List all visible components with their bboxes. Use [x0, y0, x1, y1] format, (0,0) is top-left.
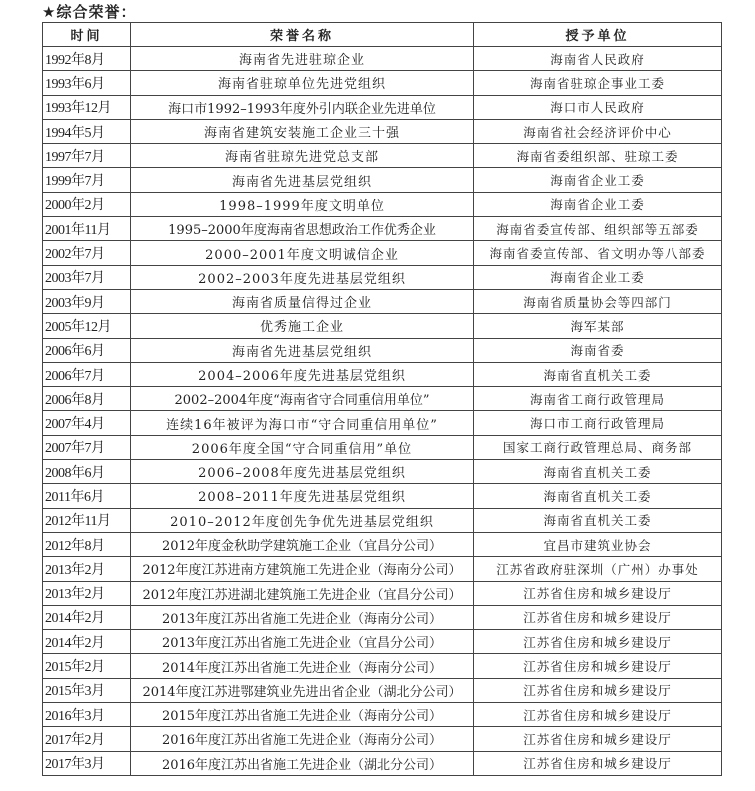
cell-honor: 2014年度江苏进鄂建筑业先进出省企业（湖北分公司）	[131, 678, 474, 702]
cell-date: 2002年7月	[43, 241, 131, 265]
cell-honor: 海南省质量信得过企业	[131, 289, 474, 313]
cell-honor: 2016年度江苏出省施工先进企业（海南分公司）	[131, 727, 474, 751]
table-row	[43, 678, 722, 702]
cell-date: 1997年7月	[43, 144, 131, 168]
cell-date: 1999年7月	[43, 168, 131, 192]
header-row	[43, 23, 722, 47]
table-row	[43, 411, 722, 435]
cell-org: 海南省委宣传部、组织部等五部委	[474, 217, 722, 241]
cell-org: 江苏省住房和城乡建设厅	[474, 605, 722, 629]
cell-date: 2003年9月	[43, 289, 131, 313]
table-row	[43, 338, 722, 362]
cell-org: 海南省直机关工委	[474, 508, 722, 532]
cell-date: 1992年8月	[43, 47, 131, 71]
cell-honor: 海南省驻琼单位先进党组织	[131, 71, 474, 95]
cell-org: 海南省工商行政管理局	[474, 387, 722, 411]
cell-honor: 2016年度江苏出省施工先进企业（湖北分公司）	[131, 751, 474, 775]
cell-honor: 2002–2004年度“海南省守合同重信用单位”	[131, 387, 474, 411]
cell-date: 2006年6月	[43, 338, 131, 362]
table-row	[43, 435, 722, 459]
table-row	[43, 508, 722, 532]
cell-org: 海南省企业工委	[474, 265, 722, 289]
cell-org: 国家工商行政管理总局、商务部	[474, 435, 722, 459]
cell-date: 2011年6月	[43, 484, 131, 508]
cell-honor: 2004–2006年度先进基层党组织	[131, 362, 474, 386]
cell-date: 2014年2月	[43, 605, 131, 629]
cell-honor: 海南省先进驻琼企业	[131, 47, 474, 71]
cell-date: 1994年5月	[43, 119, 131, 143]
cell-org: 海口市工商行政管理局	[474, 411, 722, 435]
cell-honor: 2014年度江苏出省施工先进企业（海南分公司）	[131, 654, 474, 678]
table-row	[43, 484, 722, 508]
cell-date: 2012年8月	[43, 532, 131, 556]
table-row	[43, 557, 722, 581]
table-row	[43, 192, 722, 216]
table-row	[43, 217, 722, 241]
cell-org: 江苏省住房和城乡建设厅	[474, 581, 722, 605]
table-row	[43, 314, 722, 338]
table-row	[43, 727, 722, 751]
cell-date: 2014年2月	[43, 630, 131, 654]
cell-date: 2000年2月	[43, 192, 131, 216]
cell-org: 海南省委	[474, 338, 722, 362]
cell-date: 2017年2月	[43, 727, 131, 751]
honors-table	[42, 22, 722, 776]
cell-honor: 海南省驻琼先进党总支部	[131, 144, 474, 168]
cell-date: 2003年7月	[43, 265, 131, 289]
cell-org: 海南省社会经济评价中心	[474, 119, 722, 143]
table-row	[43, 605, 722, 629]
cell-honor: 2006–2008年度先进基层党组织	[131, 460, 474, 484]
cell-org: 海南省企业工委	[474, 192, 722, 216]
cell-date: 2015年2月	[43, 654, 131, 678]
table-row	[43, 119, 722, 143]
cell-org: 海南省直机关工委	[474, 484, 722, 508]
cell-honor: 海南省先进基层党组织	[131, 168, 474, 192]
cell-org: 海南省直机关工委	[474, 362, 722, 386]
table-row	[43, 289, 722, 313]
table-row	[43, 751, 722, 775]
cell-org: 宜昌市建筑业协会	[474, 532, 722, 556]
cell-date: 2013年2月	[43, 557, 131, 581]
cell-honor: 海口市1992–1993年度外引内联企业先进单位	[131, 95, 474, 119]
cell-org: 江苏省住房和城乡建设厅	[474, 678, 722, 702]
table-row	[43, 241, 722, 265]
cell-honor: 连续16年被评为海口市“守合同重信用单位”	[131, 411, 474, 435]
table-row	[43, 703, 722, 727]
table-row	[43, 387, 722, 411]
cell-org: 海南省委宣传部、省文明办等八部委	[474, 241, 722, 265]
cell-date: 2012年11月	[43, 508, 131, 532]
cell-org: 海南省人民政府	[474, 47, 722, 71]
cell-date: 2006年7月	[43, 362, 131, 386]
cell-org: 江苏省住房和城乡建设厅	[474, 727, 722, 751]
cell-honor: 2008–2011年度先进基层党组织	[131, 484, 474, 508]
header-date: 时间	[43, 23, 131, 47]
cell-org: 海南省委组织部、驻琼工委	[474, 144, 722, 168]
cell-honor: 2013年度江苏出省施工先进企业（海南分公司）	[131, 605, 474, 629]
cell-date: 2006年8月	[43, 387, 131, 411]
header-org: 授予单位	[474, 23, 722, 47]
cell-honor: 1995–2000年度海南省思想政治工作优秀企业	[131, 217, 474, 241]
cell-date: 2013年2月	[43, 581, 131, 605]
cell-honor: 2012年度江苏进湖北建筑施工先进企业（宜昌分公司）	[131, 581, 474, 605]
cell-honor: 2002–2003年度先进基层党组织	[131, 265, 474, 289]
table-row	[43, 581, 722, 605]
cell-org: 海南省驻琼企事业工委	[474, 71, 722, 95]
header-honor: 荣誉名称	[131, 23, 474, 47]
cell-date: 2007年4月	[43, 411, 131, 435]
cell-honor: 2015年度江苏出省施工先进企业（海南分公司）	[131, 703, 474, 727]
table-row	[43, 47, 722, 71]
cell-date: 2008年6月	[43, 460, 131, 484]
cell-honor: 2012年度江苏进南方建筑施工先进企业（海南分公司）	[131, 557, 474, 581]
table-row	[43, 630, 722, 654]
table-row	[43, 532, 722, 556]
cell-date: 2017年3月	[43, 751, 131, 775]
cell-org: 海军某部	[474, 314, 722, 338]
table-row	[43, 95, 722, 119]
cell-honor: 海南省建筑安装施工企业三十强	[131, 119, 474, 143]
cell-org: 江苏省住房和城乡建设厅	[474, 703, 722, 727]
table-row	[43, 168, 722, 192]
table-row	[43, 362, 722, 386]
cell-org: 江苏省住房和城乡建设厅	[474, 630, 722, 654]
cell-honor: 2006年度全国“守合同重信用”单位	[131, 435, 474, 459]
cell-honor: 2010–2012年度创先争优先进基层党组织	[131, 508, 474, 532]
cell-org: 海南省直机关工委	[474, 460, 722, 484]
cell-org: 海南省质量协会等四部门	[474, 289, 722, 313]
cell-org: 江苏省政府驻深圳（广州）办事处	[474, 557, 722, 581]
table-row	[43, 265, 722, 289]
cell-honor: 2012年度金秋助学建筑施工企业（宜昌分公司）	[131, 532, 474, 556]
cell-date: 2015年3月	[43, 678, 131, 702]
cell-honor: 海南省先进基层党组织	[131, 338, 474, 362]
cell-org: 海南省企业工委	[474, 168, 722, 192]
table-row	[43, 144, 722, 168]
cell-date: 1993年12月	[43, 95, 131, 119]
cell-org: 海口市人民政府	[474, 95, 722, 119]
table-row	[43, 71, 722, 95]
cell-date: 2001年11月	[43, 217, 131, 241]
cell-org: 江苏省住房和城乡建设厅	[474, 751, 722, 775]
cell-date: 2005年12月	[43, 314, 131, 338]
cell-honor: 1998–1999年度文明单位	[131, 192, 474, 216]
cell-honor: 优秀施工企业	[131, 314, 474, 338]
cell-date: 1993年6月	[43, 71, 131, 95]
cell-honor: 2013年度江苏出省施工先进企业（宜昌分公司）	[131, 630, 474, 654]
cell-date: 2016年3月	[43, 703, 131, 727]
table-row	[43, 654, 722, 678]
cell-honor: 2000–2001年度文明诚信企业	[131, 241, 474, 265]
cell-date: 2007年7月	[43, 435, 131, 459]
section-title: ★综合荣誉：	[42, 3, 137, 21]
table-row	[43, 460, 722, 484]
cell-org: 江苏省住房和城乡建设厅	[474, 654, 722, 678]
